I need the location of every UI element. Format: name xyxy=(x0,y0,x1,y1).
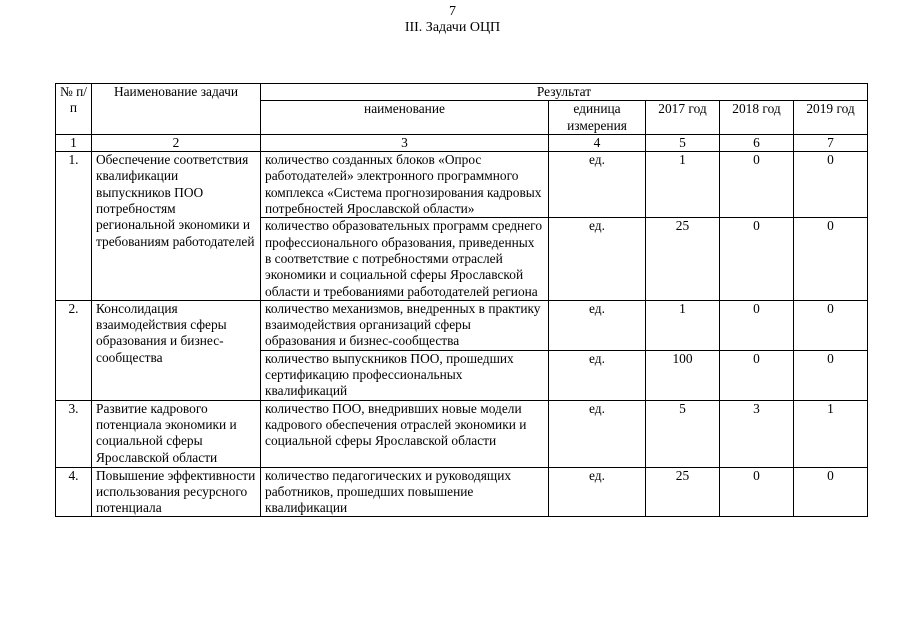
section-title: III. Задачи ОЦП xyxy=(404,20,501,35)
task-number: 2. xyxy=(56,300,92,400)
task-name: Обеспечение соответствия квалификации выпускников ПОО потребностям региональной экономики и требованиям работодателей xyxy=(92,152,261,301)
result-name: количество выпускников ПОО, прошедших сертификацию профессиональных квалификаций xyxy=(261,350,549,400)
value-2019: 0 xyxy=(794,152,868,218)
result-name: количество созданных блоков «Опрос работодателей» электронного программного комплекса «Система прогнозирования кадровых потребностей Ярославской области» xyxy=(261,152,549,218)
value-2019: 0 xyxy=(794,300,868,350)
result-unit: ед. xyxy=(549,467,646,517)
value-2017: 25 xyxy=(646,218,720,300)
value-2017: 1 xyxy=(646,152,720,218)
header-2019: 2019 год xyxy=(794,101,868,135)
task-number: 4. xyxy=(56,467,92,517)
col-number: 4 xyxy=(549,134,646,151)
header-2018: 2018 год xyxy=(720,101,794,135)
task-name: Консолидация взаимодействия сферы образования и бизнес-сообщества xyxy=(92,300,261,400)
value-2019: 0 xyxy=(794,218,868,300)
result-unit: ед. xyxy=(549,350,646,400)
col-number: 5 xyxy=(646,134,720,151)
header-unit: единица измерения xyxy=(549,101,646,135)
value-2018: 0 xyxy=(720,467,794,517)
header-task: Наименование задачи xyxy=(92,84,261,135)
value-2017: 5 xyxy=(646,400,720,467)
col-number: 7 xyxy=(794,134,868,151)
header-name: наименование xyxy=(261,101,549,135)
result-unit: ед. xyxy=(549,400,646,467)
header-row-1 xyxy=(56,84,868,101)
result-unit: ед. xyxy=(549,152,646,218)
col-number: 3 xyxy=(261,134,549,151)
value-2017: 25 xyxy=(646,467,720,517)
task-number: 3. xyxy=(56,400,92,467)
value-2019: 0 xyxy=(794,467,868,517)
table-row xyxy=(56,300,868,350)
table-row xyxy=(56,467,868,517)
result-unit: ед. xyxy=(549,218,646,300)
header-num: № п/п xyxy=(56,84,92,135)
col-number: 1 xyxy=(56,134,92,151)
value-2019: 1 xyxy=(794,400,868,467)
task-number: 1. xyxy=(56,152,92,301)
value-2018: 0 xyxy=(720,218,794,300)
header-result: Результат xyxy=(261,84,868,101)
task-name: Развитие кадрового потенциала экономики и социальной сферы Ярославской области xyxy=(92,400,261,467)
col-number: 2 xyxy=(92,134,261,151)
value-2017: 1 xyxy=(646,300,720,350)
result-name: количество педагогических и руководящих работников, прошедших повышение квалификации xyxy=(261,467,549,517)
value-2019: 0 xyxy=(794,350,868,400)
task-name: Повышение эффективности использования ресурсного потенциала xyxy=(92,467,261,517)
result-name: количество механизмов, внедренных в практику взаимодействия организаций сферы образования и бизнес-сообщества xyxy=(261,300,549,350)
header-2017: 2017 год xyxy=(646,101,720,135)
tasks-table xyxy=(55,83,868,517)
value-2018: 3 xyxy=(720,400,794,467)
column-number-row xyxy=(56,134,868,151)
table-row xyxy=(56,400,868,467)
col-number: 6 xyxy=(720,134,794,151)
table-row xyxy=(56,152,868,218)
value-2018: 0 xyxy=(720,350,794,400)
value-2018: 0 xyxy=(720,152,794,218)
page-number: 7 xyxy=(449,4,456,19)
result-name: количество ПОО, внедривших новые модели кадрового обеспечения отраслей экономики и социальной сферы Ярославской области xyxy=(261,400,549,467)
result-unit: ед. xyxy=(549,300,646,350)
result-name: количество образовательных программ среднего профессионального образования, приведенных в соответствие с потребностями отраслей экономики и социальной сферы Ярославской области и требованиями работодателей региона xyxy=(261,218,549,300)
value-2017: 100 xyxy=(646,350,720,400)
value-2018: 0 xyxy=(720,300,794,350)
